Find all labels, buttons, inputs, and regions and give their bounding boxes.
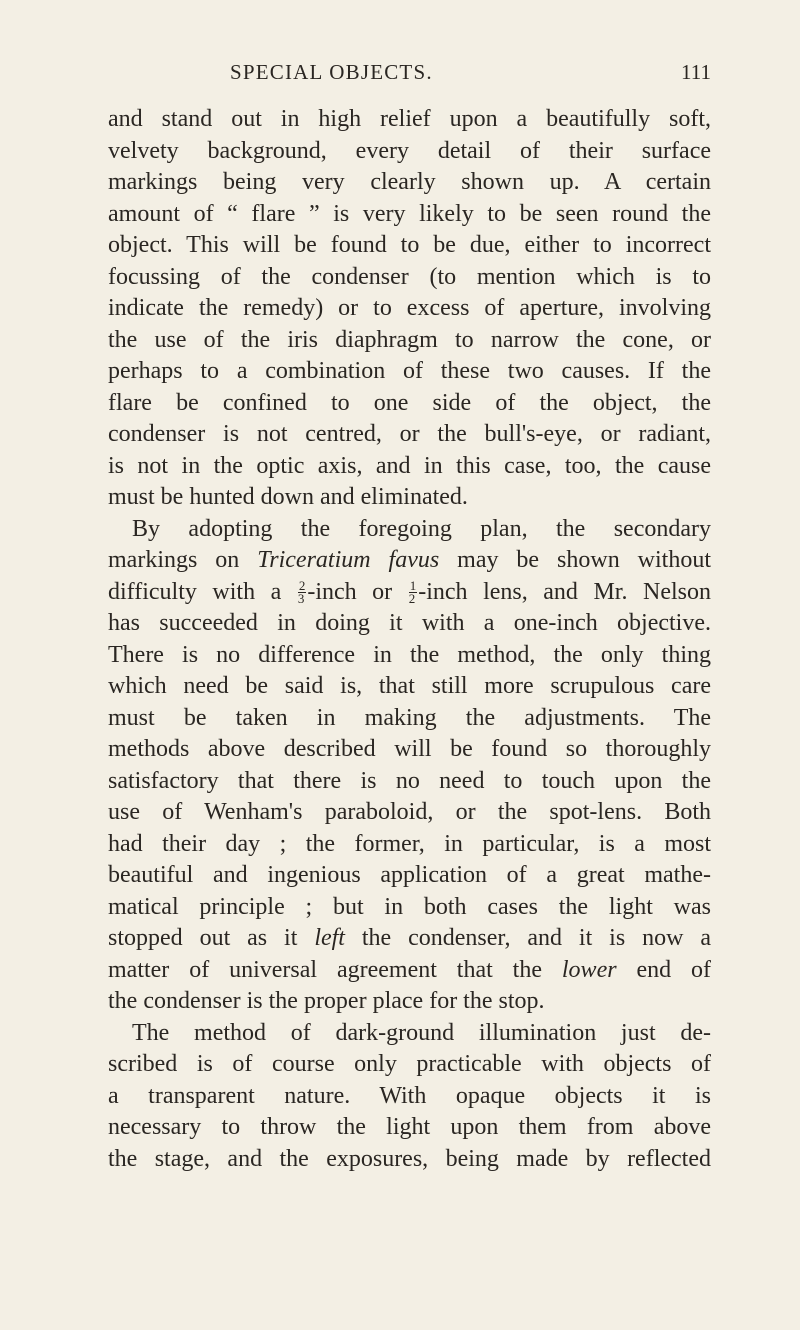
text-fragment: -inch lens, and Mr. Nelson (418, 578, 712, 605)
text-line (108, 892, 711, 924)
text-fragment: had their day ; the former, in particular, is a most (108, 830, 711, 857)
text-line (108, 671, 711, 703)
text-line (108, 1049, 711, 1081)
text-line (108, 451, 711, 483)
text-fragment: indicate the remedy) or to excess of aperture, involving (108, 295, 711, 321)
text-fragment: difficulty with a (108, 578, 297, 605)
text-fragment: and stand out in high relief upon a beautifully soft, (108, 106, 711, 132)
text-fragment: amount of “ flare ” is very likely to be seen round the (108, 200, 711, 227)
text-line (108, 388, 711, 420)
running-head (108, 60, 711, 90)
text-line (108, 923, 711, 955)
text-line (108, 482, 711, 514)
italic-emphasis: left (314, 925, 345, 951)
text-fragment: focussing of the condenser (to mention which is to (108, 263, 711, 290)
text-line (108, 419, 711, 451)
text-fragment: the condenser, and it is now a (344, 925, 711, 951)
fraction-numerator: 1 (409, 578, 417, 594)
text-fragment: flare be confined to one side of the object, the (108, 389, 711, 416)
text-fragment: is not in the optic axis, and in this case, too, the cause (108, 452, 711, 479)
text-fragment: By adopting the foregoing plan, the secondary (132, 515, 711, 542)
fraction-denominator: 3 (297, 591, 305, 607)
text-fragment: condenser is not centred, or the bull's-eye, or radiant, (108, 421, 711, 447)
text-line (108, 262, 711, 294)
text-fragment: the condenser is the proper place for the stop. (108, 988, 545, 1014)
text-fragment: may be shown without (439, 547, 711, 573)
text-line (108, 356, 711, 388)
text-line (108, 293, 711, 325)
text-line (108, 545, 711, 577)
text-fragment: end of (616, 956, 711, 983)
text-line (108, 766, 711, 798)
text-fragment: use of Wenham's paraboloid, or the spot-lens. Both (108, 799, 711, 825)
text-fragment: necessary to throw the light upon them from above (108, 1114, 711, 1140)
running-title: SPECIAL OBJECTS. (230, 60, 433, 84)
fraction-numerator: 2 (298, 578, 306, 594)
text-line (108, 136, 711, 168)
text-fragment: scribed is of course only practicable with objects of (108, 1051, 711, 1077)
text-fragment: has succeeded in doing it with a one-inch objective. (108, 610, 711, 636)
text-line (108, 167, 711, 199)
text-line (108, 104, 711, 136)
fraction-one-half (409, 580, 418, 605)
text-fragment: stopped out as it (108, 925, 315, 951)
text-line (108, 955, 711, 987)
text-line (108, 199, 711, 231)
text-fragment: markings being very clearly shown up. A certain (108, 169, 711, 195)
text-fragment: beautiful and ingenious application of a great mathe- (108, 862, 711, 888)
text-fragment: object. This will be found to be due, either to incorrect (108, 232, 711, 258)
text-line (108, 577, 711, 609)
text-fragment: perhaps to a combination of these two causes. If the (108, 358, 711, 384)
text-line (108, 325, 711, 357)
text-fragment: which need be said is, that still more scrupulous care (108, 673, 711, 699)
text-line (108, 1018, 711, 1050)
text-line (108, 703, 711, 735)
text-line (108, 860, 711, 892)
text-fragment: methods above described will be found so thoroughly (108, 736, 711, 762)
text-fragment: a transparent nature. With opaque objects it is (108, 1082, 711, 1109)
text-fragment: markings on (108, 547, 258, 573)
text-line (108, 608, 711, 640)
text-fragment: satisfactory that there is no need to touch upon the (108, 767, 711, 794)
text-line (108, 734, 711, 766)
text-fragment: velvety background, every detail of their surface (108, 137, 711, 164)
text-fragment: The method of dark-ground illumination just de- (132, 1019, 711, 1046)
text-line (108, 640, 711, 672)
text-fragment: the use of the iris diaphragm to narrow the cone, or (108, 326, 711, 353)
page-number: 111 (681, 60, 711, 84)
text-line (108, 1081, 711, 1113)
fraction-two-thirds (298, 580, 307, 605)
text-line (108, 514, 711, 546)
text-fragment: must be hunted down and eliminated. (108, 484, 468, 510)
fraction-denominator: 2 (408, 591, 416, 607)
text-fragment: matical principle ; but in both cases the light was (108, 893, 711, 920)
italic-emphasis: lower (561, 956, 617, 983)
text-line (108, 230, 711, 262)
italic-species-name: Triceratium favus (257, 547, 440, 573)
body-text (108, 104, 711, 1175)
text-fragment: -inch or (307, 578, 408, 605)
text-line (108, 1144, 711, 1176)
text-fragment: There is no difference in the method, the only thing (108, 641, 711, 668)
text-fragment: the stage, and the exposures, being made by reflected (108, 1145, 711, 1172)
text-fragment: must be taken in making the adjustments. The (108, 704, 711, 731)
text-line (108, 829, 711, 861)
text-line (108, 797, 711, 829)
text-line (108, 1112, 711, 1144)
text-fragment: matter of universal agreement that the (108, 956, 562, 983)
text-line (108, 986, 711, 1018)
